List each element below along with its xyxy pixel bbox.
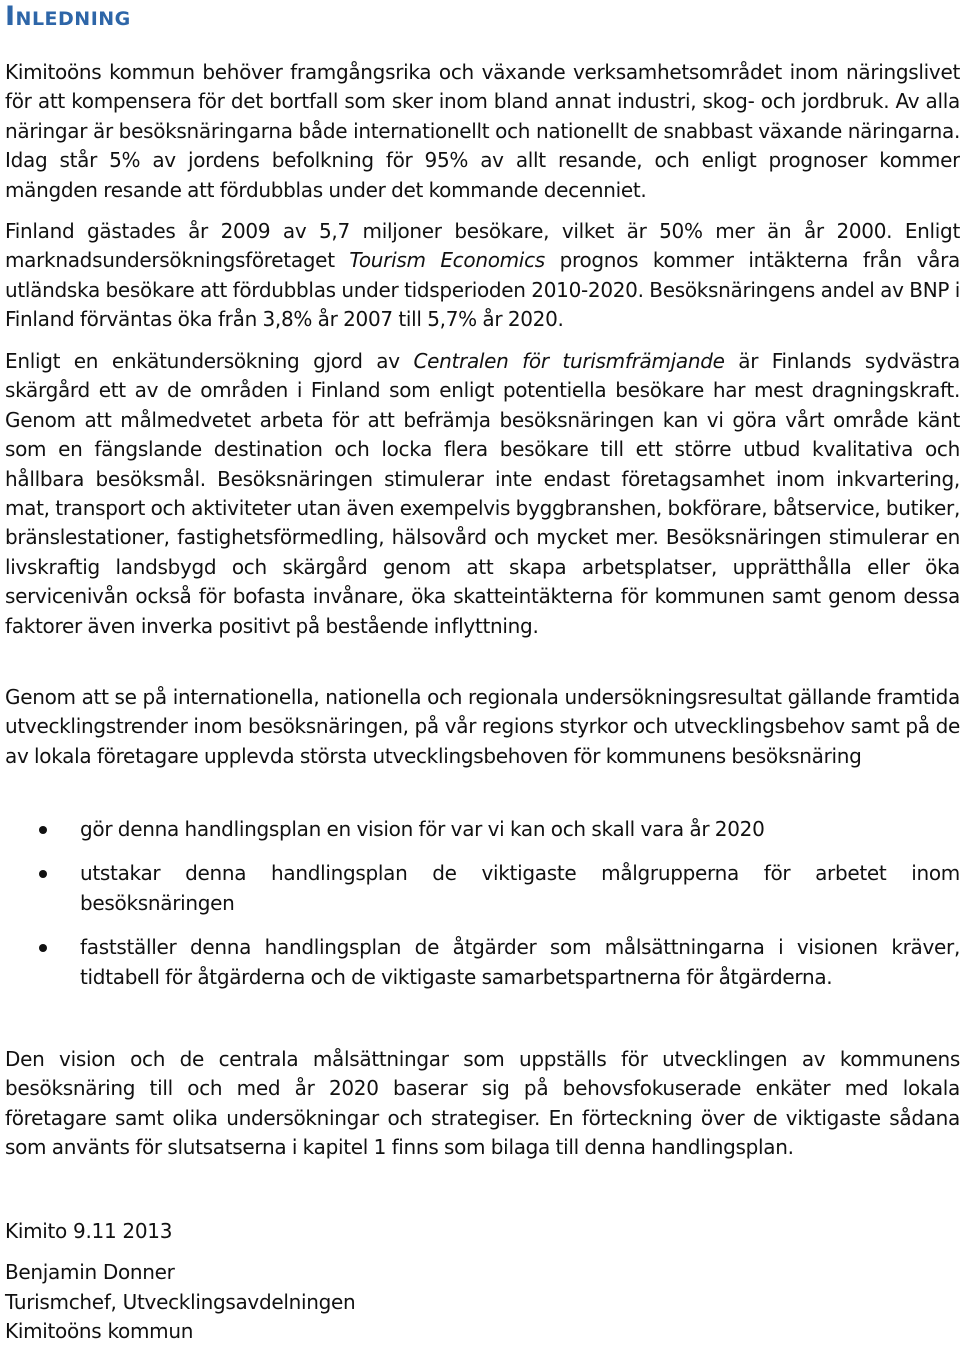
signer-name: Benjamin Donner: [5, 1260, 175, 1285]
section-heading: Inledning: [5, 1, 131, 32]
bullet-icon: [39, 870, 47, 878]
finland-visitors-paragraph: [5, 217, 960, 335]
list-item: [5, 815, 960, 844]
action-plan-list: [5, 815, 960, 1007]
bullet-icon: [39, 826, 47, 834]
place-date: Kimito 9.11 2013: [5, 1219, 173, 1243]
list-item-text: utstakar denna handlingsplan de viktigaste målgrupperna för arbetet inom besöksnäringen: [80, 861, 960, 915]
list-item-text: fastställer denna handlingsplan de åtgärder som målsättningarna i visionen kräver, tidtabell för åtgärderna och de viktigaste samarbetspartnerna för åtgärderna.: [80, 935, 960, 989]
centralen-name: Centralen för turismfrämjande: [413, 349, 725, 373]
vision-paragraph: Den vision och de centrala målsättningar som uppställs för utvecklingen av kommunens besöksnäring till och med år 2020 baserar sig på behovsfokuserade enkäter med lokala företagare samt olika undersökningar och strategiser. En förteckning över de viktigaste sådana som använts för slutsatserna i kapitel 1 finns som bilaga till denna handlingsplan.: [5, 1047, 960, 1160]
archipelago-text-start: Enligt en enkätundersökning gjord av: [5, 349, 414, 373]
signer-title: Turismchef, Utvecklingsavdelningen: [5, 1289, 356, 1314]
list-item: [5, 933, 960, 992]
list-item-text: gör denna handlingsplan en vision för var vi kan och skall vara år 2020: [80, 817, 765, 841]
archipelago-text-end: är Finlands sydvästra skärgård ett av de områden i Finland som enligt potentiella besökare har mest dragningskraft. Genom att målmedvetet arbeta för att befrämja besöksnäringen kan vi göra vårt område känt som en fängslande destination och locka flera besökare till ett större utbud kvalitativa och hållbara besöksmål. Besöksnäringen stimulerar inte endast företagsamhet inom inkvartering, mat, transport och aktiviteter utan även exempelvis byggbranshen, bokförare, båtservice, butiker, bränslestationer, fastighetsförmedling, hälsovård och mycket mer. Besöksnäringen stimulerar en livskraftig landsbygd och skärgård genom att skapa arbetsplatser, upprätthålla eller öka servicenivån också för bofasta invånare, öka skatteintäkterna för kommunen samt genom dessa faktorer även inverka positivt på bestående inflyttning.: [5, 349, 960, 638]
signature-block: [5, 1217, 355, 1347]
document-page: [5, 0, 960, 1345]
finland-visitors-text-start: Finland gästades år 2009 av 5,7 miljoner besökare, vilket är 50% mer än år 2000. Enligt marknadsundersökningsföretaget: [5, 219, 960, 273]
intro-paragraph: Kimitoöns kommun behöver framgångsrika och växande verksamhetsområdet inom näringslivet för att kompensera för det bortfall som sker inom bland annat industri, skog- och jordbruk. Av alla näringar är besöksnäringarna både internationellt och nationellt de snabbast växande näringarna. Idag står 5% av jordens befolkning för 95% av allt resande, och enligt prognoser kommer mängden resande att fördubblas under det kommande decenniet.: [5, 60, 960, 202]
research-paragraph: Genom att se på internationella, nationella och regionala undersökningsresultat gällande framtida utvecklingstrender inom besöksnäringen, på vår regions styrkor och utvecklingsbehov samt på de av lokala företagare upplevda största utvecklingsbehoven för kommunens besöksnäring: [5, 685, 960, 768]
finland-visitors-text-end: prognos kommer intäkterna från våra utländska besökare att fördubblas under tidsperioden 2010-2020. Besöksnäringens andel av BNP i Finland förväntas öka från 3,8% år 2007 till 5,7% år 2020.: [5, 248, 960, 332]
bullet-icon: [39, 944, 47, 952]
tourism-economics-name: Tourism Economics: [349, 248, 545, 273]
archipelago-paragraph: [5, 347, 960, 641]
list-item: [5, 859, 960, 918]
signer-organization: Kimitoöns kommun: [5, 1319, 194, 1344]
